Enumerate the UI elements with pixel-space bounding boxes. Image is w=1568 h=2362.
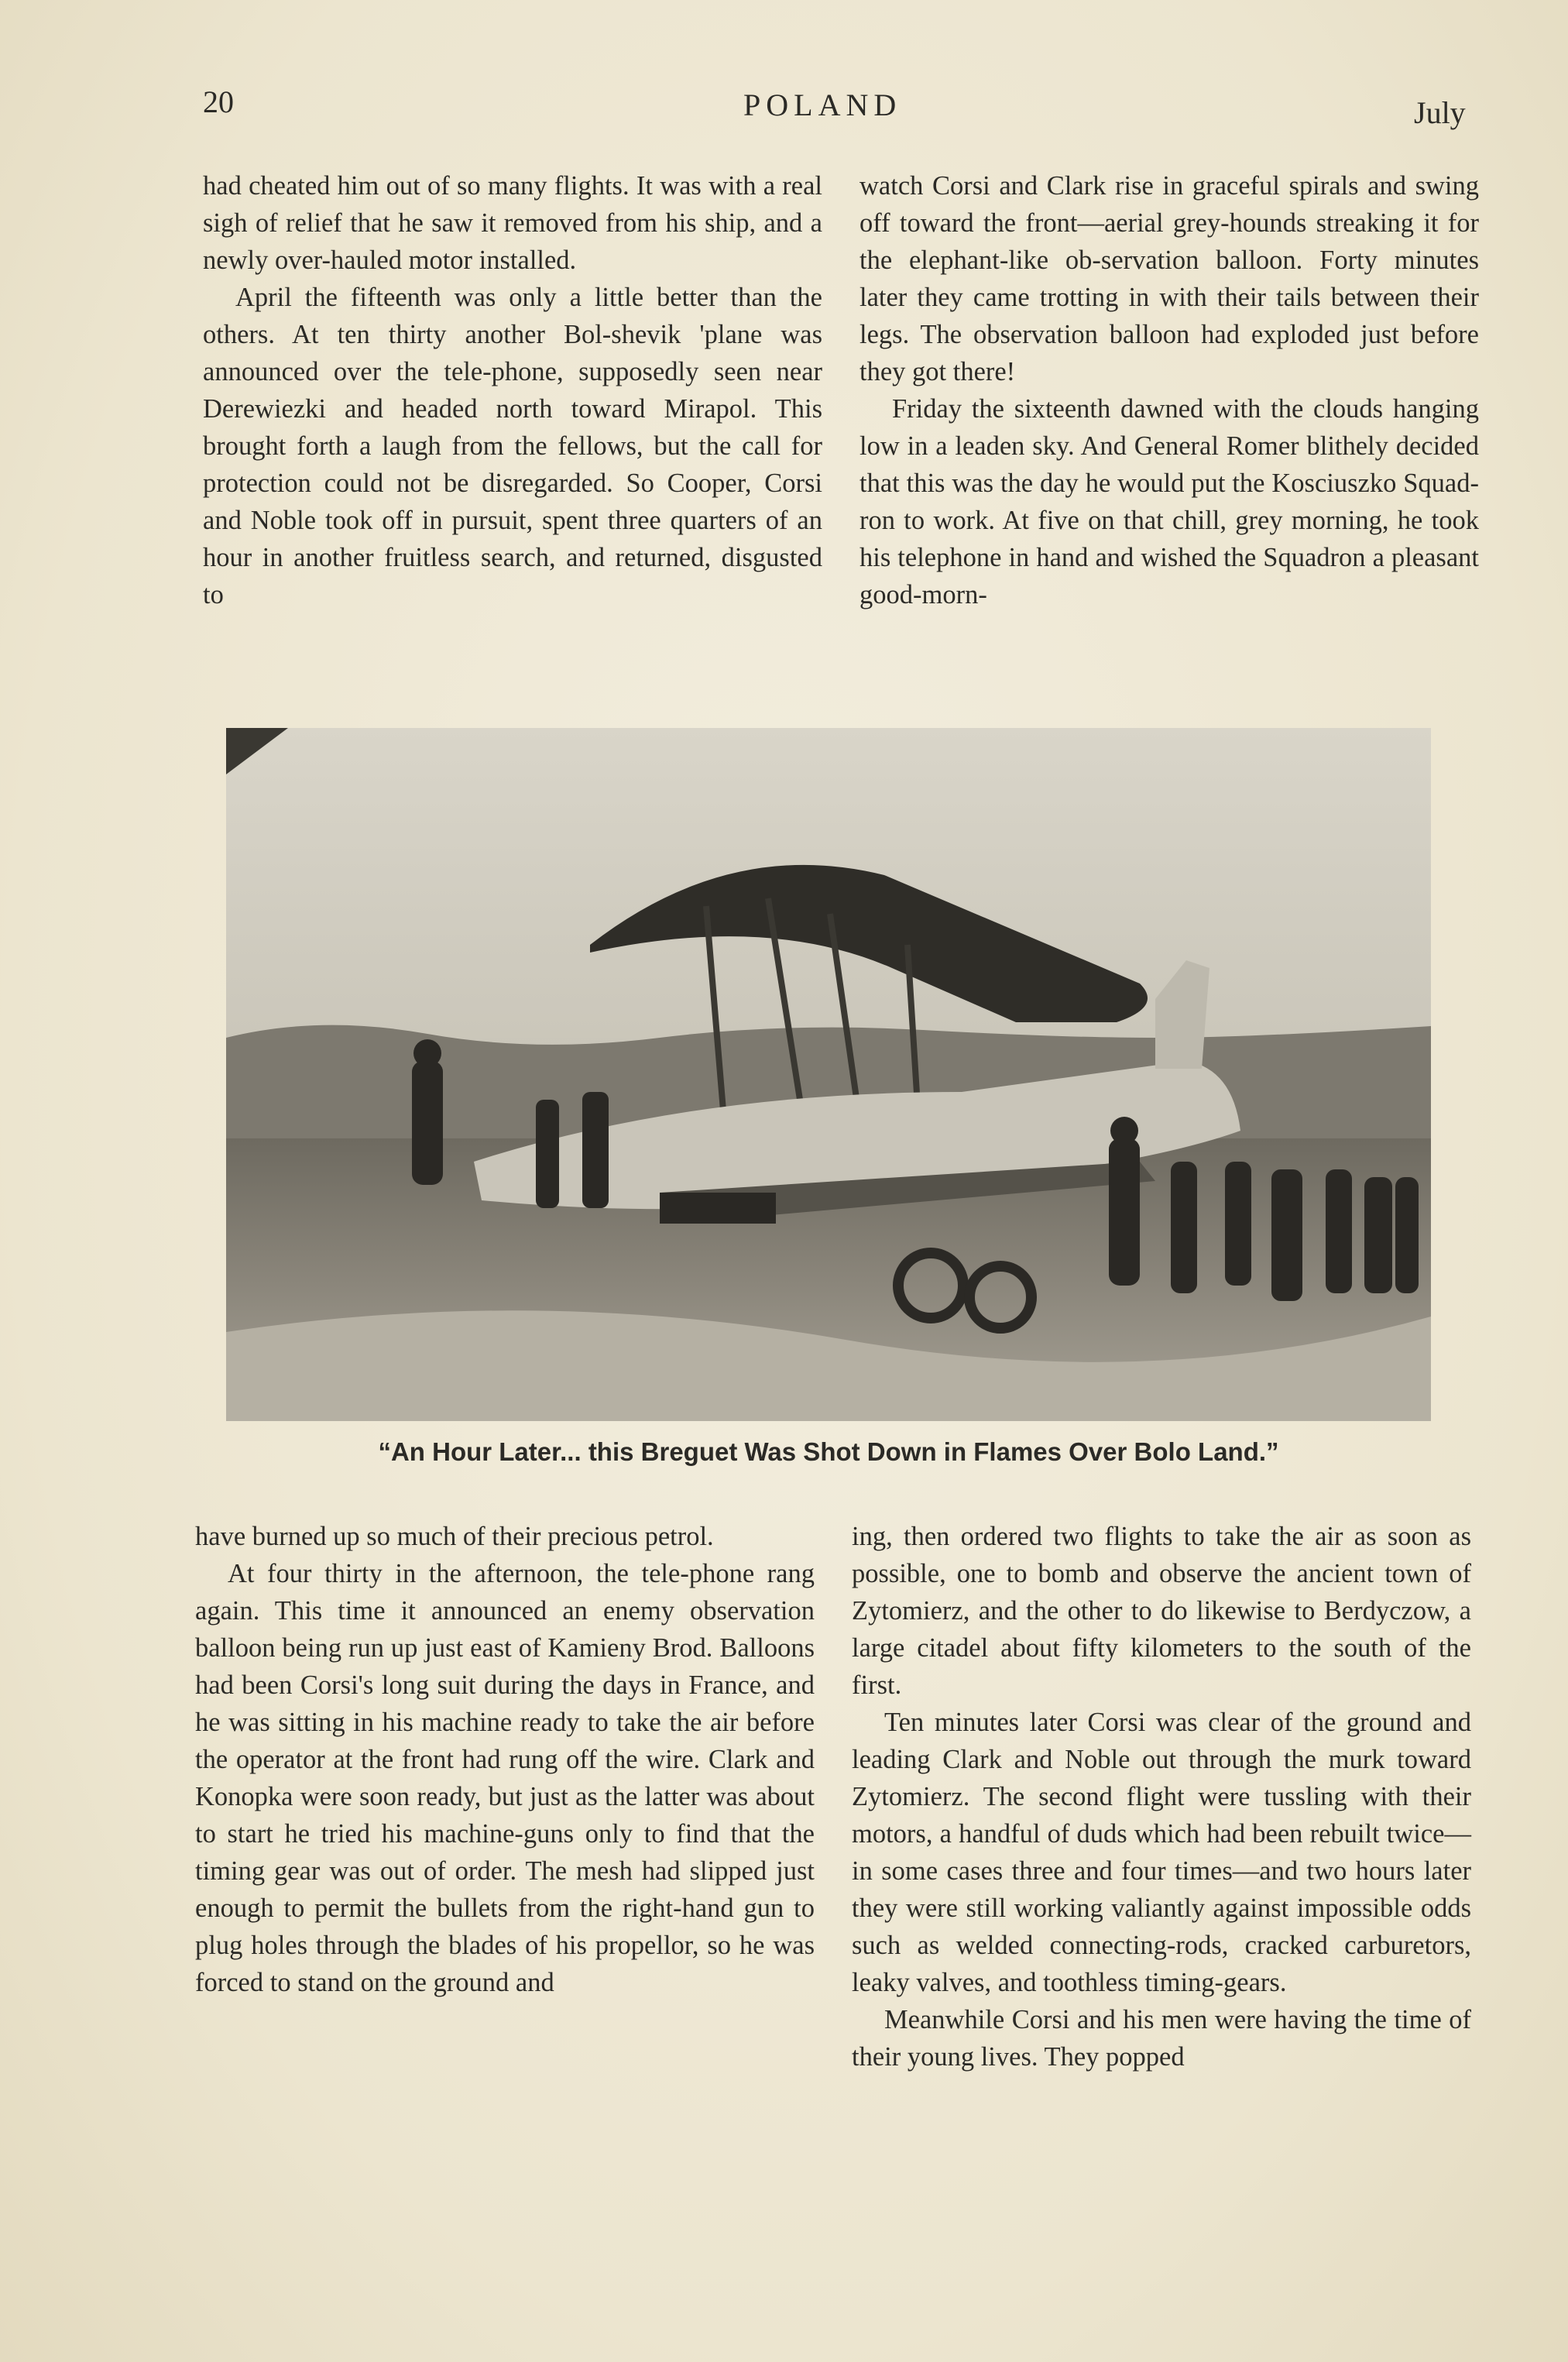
paragraph: April the fifteenth was only a little better than the others. At ten thirty another Bol-shevik 'plane was announced over the tele-phone, supposedly seen near Derewiezki and headed north toward Mirapol. This brought forth a laugh from the fellows, but the call for protection could not be disregarded. So Cooper, Corsi and Noble took off in pursuit, spent three quarters of an hour in another fruitless search, and returned, disgusted to	[203, 283, 822, 609]
biplane-photograph	[226, 728, 1431, 1421]
paragraph: Ten minutes later Corsi was clear of the ground and leading Clark and Noble out through the murk toward Zytomierz. The second flight were tussling with their motors, a handful of duds which had been rebuilt twice—in some cases three and four times—and two hours later they were still working valiantly against impossible odds such as welded connecting-rods, cracked carburetors, leaky valves, and toothless timing-gears.	[852, 1708, 1471, 1997]
paragraph: have burned up so much of their precious petrol.	[195, 1522, 714, 1551]
biplane-photo-illustration	[226, 728, 1431, 1421]
column-top-right	[859, 167, 1479, 613]
column-top-left	[203, 167, 822, 613]
paragraph: Meanwhile Corsi and his men were having the time of their young lives. They popped	[852, 2005, 1471, 2072]
photo-caption: “An Hour Later... this Breguet Was Shot Down in Flames Over Bolo Land.”	[378, 1437, 1279, 1466]
paragraph: Friday the sixteenth dawned with the clouds hanging low in a leaden sky. And General Romer blithely decided that this was the day he would put the Kosciuszko Squad-ron to work. At five on that chill, grey morning, he took his telephone in hand and wished the Squadron a pleasant good-morn-	[859, 394, 1479, 609]
column-bottom-right	[852, 1518, 1471, 2075]
paragraph: ing, then ordered two flights to take the air as soon as possible, one to bomb and observe the ancient town of Zytomierz, and the other to do likewise to Berdyczow, a large citadel about fifty kilometers to the south of the first.	[852, 1522, 1471, 1700]
paragraph: had cheated him out of so many flights. It was with a real sigh of relief that he saw it removed from his ship, and a newly over-hauled motor installed.	[203, 171, 822, 275]
column-bottom-left	[195, 1518, 815, 2001]
paragraph: watch Corsi and Clark rise in graceful spirals and swing off toward the front—aerial grey-hounds streaking it for the elephant-like ob-servation balloon. Forty minutes later they came trotting in with their tails between their legs. The observation balloon had exploded just before they got there!	[859, 171, 1479, 386]
running-title: POLAND	[743, 88, 902, 122]
issue-month: July	[1414, 95, 1466, 130]
paragraph: At four thirty in the afternoon, the tele-phone rang again. This time it announced an enemy observation balloon being run up just east of Kamieny Brod. Balloons had been Corsi's long suit during the days in France, and he was sitting in his machine ready to take the air before the operator at the front had rung off the wire. Clark and Konopka were soon ready, but just as the latter was about to start he tried his machine-guns only to find that the timing gear was out of order. The mesh had slipped just enough to permit the bullets from the right-hand gun to plug holes through the blades of his propellor, so he was forced to stand on the ground and	[195, 1559, 815, 1997]
page-number: 20	[203, 84, 234, 119]
